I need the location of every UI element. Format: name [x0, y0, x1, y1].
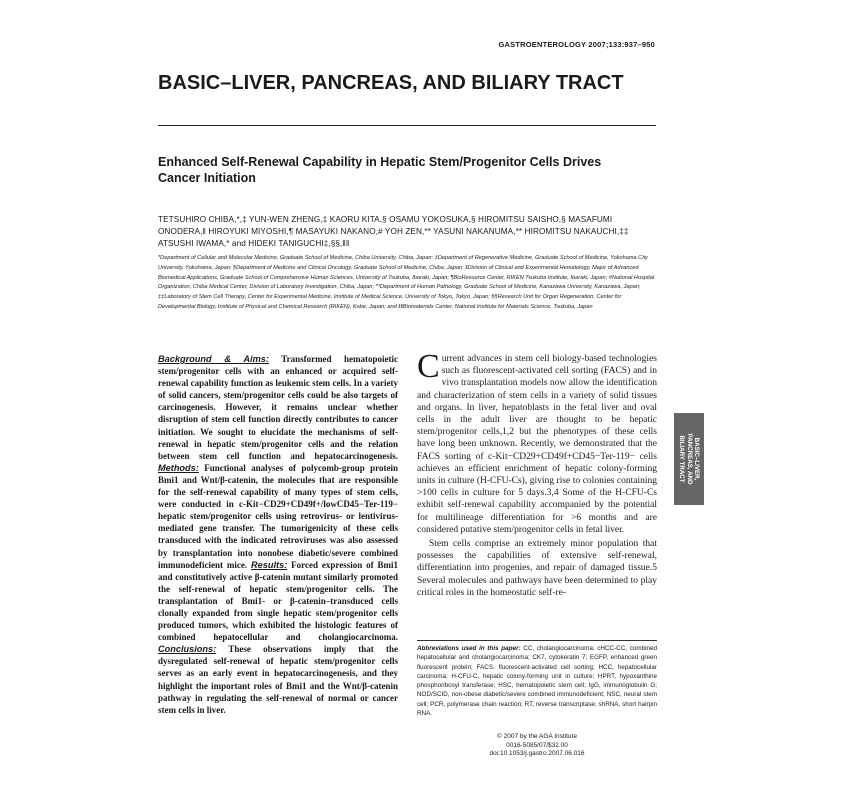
results-text: Forced expression of Bmi1 and constitutively active β-catenin mutant similarly promoted the self-renewal of hepatic stem/progenitor cells. The transplantation of Bmi1- or β-catenin–transduced cells clonally expanded from single hepatic stem/progenitor cells produced tumors, which exhibited the histologic features of combined hepatocellular and cholangiocarcinoma.	[158, 559, 398, 643]
conclusions-label: Conclusions:	[158, 644, 217, 655]
background-text: Transformed hematopoietic stem/progenitor cells with an enhanced or acquired self-renewal capability function as leukemic stem cells. In a variety of solid cancers, stem/progenitor cells could be also targets of carcinogenesis. However, it remains unclear whether disruption of stem cell function directly contributes to cancer initiation. We sought to elucidate the mechanisms of self-renewal in hepatic stem/progenitor cells and the relation between stem cell function and hepatocarcinogenesis.	[158, 354, 398, 461]
affiliations: *Department of Cellular and Molecular Medicine, Graduate School of Medicine, Chiba University, Chiba, Japan; ‡Department of Regenerative Medicine, Graduate School of Medicine, Yokohama City University, Yokohama, Japan; §Department of Medicine and Clinical Oncology, Graduate School of Medicine, Chiba, Japan; ‖Division of Clinical and Experimental Hematology, Major of Advanced Biomedical Applications, Graduate School of Comprehensive Human Sciences, University of Tsukuba, Ibaraki, Japan; ¶BioResource Center, RIKEN Tsukuba Institute, Ibaraki, Japan; #National Hospital Organization, Chiba Medical Center, Division of Laboratory Investigation, Chiba, Japan; **Department of Human Pathology, Graduate School of Medicine, Kanazawa University, Kanazawa, Japan; ‡‡Laboratory of Stem Cell Therapy, Center for Experimental Medicine, Institute of Medical Science, University of Tokyo, Tokyo, Japan; §§Research Unit for Organ Regeneration, Center for Developmental Biology, Institute of Physical and Chemical Research (RIKEN), Kobe, Japan; and ‖‖Biomaterials Center, National Institute for Materials Science, Tsukuba, Japan	[158, 255, 655, 310]
results-label: Results:	[251, 559, 288, 570]
abbreviations-footnote	[417, 640, 657, 718]
paragraph-1-text: urrent advances in stem cell biology-based technologies such as fluorescent-activated cell sorting (FACS) and in vivo transplantation models now allow the identification and characterization of stem cells in a variety of solid tissues and organs. In liver, hepatoblasts in the fetal liver and oval cells in the adult liver are thought to be hepatic stem/progenitor cells,1,2 but the phenotypes of these cells have long been unknown. Recently, we demonstrated that the FACS sorting of c-Kit−CD29+CD49f+CD45−Ter-119− cells achieves an efficient enrichment of hepatic colony-forming units in culture (H-CFU-Cs), giving rise to colonies containing >100 cells in culture for 5 days.3,4 Some of the H-CFU-Cs exhibit self-renewal capability accompanied by the potential for multilineage differentiation for >6 months and are considered putative stem/progenitor cells in fetal liver.	[417, 354, 657, 535]
body-paragraph-2: Stem cells comprise an extremely minor population that possesses the capabilities of extensive self-renewal, differentiation into progenies, and repair of damaged tissue.5 Several molecules and pathways have been determined to play critical roles in the homeostatic self-re-	[417, 539, 657, 598]
section-side-tab	[674, 413, 704, 505]
body-text	[417, 348, 657, 599]
article-title: Enhanced Self-Renewal Capability in Hepatic Stem/Progenitor Cells Drives Cancer Initiation	[158, 155, 602, 185]
copyright-block	[417, 733, 657, 759]
conclusions-text: These observations imply that the dysregulated self-renewal of hepatic stem/progenitor cells serves as an early event in hepatocarcinogenesis, and they highlight the important roles of Bmi1 and the Wnt/β-catenin pathway in regulating the self-renewal of normal or cancer stem cells in liver.	[158, 644, 398, 715]
author-list: TETSUHIRO CHIBA,*,‡ YUN-WEN ZHENG,‡ KAORU KITA,§ OSAMU YOKOSUKA,§ HIROMITSU SAISHO,§ MASAFUMI ONODERA,‖ HIROYUKI MIYOSHI,¶ MASAYUKI NAKANO,# YOH ZEN,** YASUNI NAKANUMA,** HIROMITSU NAKAUCHI,‡‡ ATSUSHI IWAMA,* and HIDEKI TANIGUCHI‡,§§,‖‖	[158, 215, 629, 248]
copyright-line: © 2007 by the AGA Institute	[497, 733, 577, 740]
abstract	[158, 353, 398, 716]
background-label: Background & Aims:	[158, 354, 269, 364]
doi-line: doi:10.1053/j.gastro.2007.06.016	[489, 750, 585, 758]
body-paragraph-1	[417, 348, 657, 536]
abbreviations-text: CC, cholangiocarcinoma; cHCC-CC, combined hepatocellular and cholangiocarcinoma; CK7, cytokeratin 7; EGFP, enhanced green fluorescent protein; FACS, fluorescent-activated cell sorting; HCC, hepatocellular carcinoma; H-CFU-C, hepatic colony-forming unit in culture; HPRT, hypoxanthine phosphoribosyl transferase; HSC, hematopoietic stem cell; IgG, immunoglobulin G; NOD/SCID, non-obese diabetic/severe combined immunodeficient; NSC, neural stem cell; PCR, polymerase chain reaction; RT, reverse transcriptase; shRNA, short hairpin RNA.	[417, 645, 658, 718]
methods-text: Functional analyses of polycomb-group protein Bmi1 and Wnt/β-catenin, the molecules that are responsible for the self-renewal capability of many types of stem cells, were conducted in c-Kit−CD29+CD49f+/lowCD45−Ter-119− hepatic stem/progenitor cells using retrovirus- or lentivirus-mediated gene transfer. The tumorigenicity of these cells transduced with the indicated retroviruses was also assessed by transplantation into nonobese diabetic/severe combined immunodeficient mice.	[158, 462, 399, 570]
side-tab-label: BASIC–LIVER, PANCREAS, AND BILIARY TRACT	[678, 433, 701, 485]
abbreviations-label: Abbreviations used in this paper:	[417, 645, 521, 652]
section-divider	[158, 125, 656, 126]
methods-label: Methods:	[158, 462, 199, 473]
issn-line: 0016-5085/07/$32.00	[506, 741, 568, 749]
drop-cap: C	[417, 348, 440, 385]
journal-header: GASTROENTEROLOGY 2007;133:937–950	[498, 40, 655, 49]
section-title: BASIC–LIVER, PANCREAS, AND BILIARY TRACT	[158, 72, 624, 94]
